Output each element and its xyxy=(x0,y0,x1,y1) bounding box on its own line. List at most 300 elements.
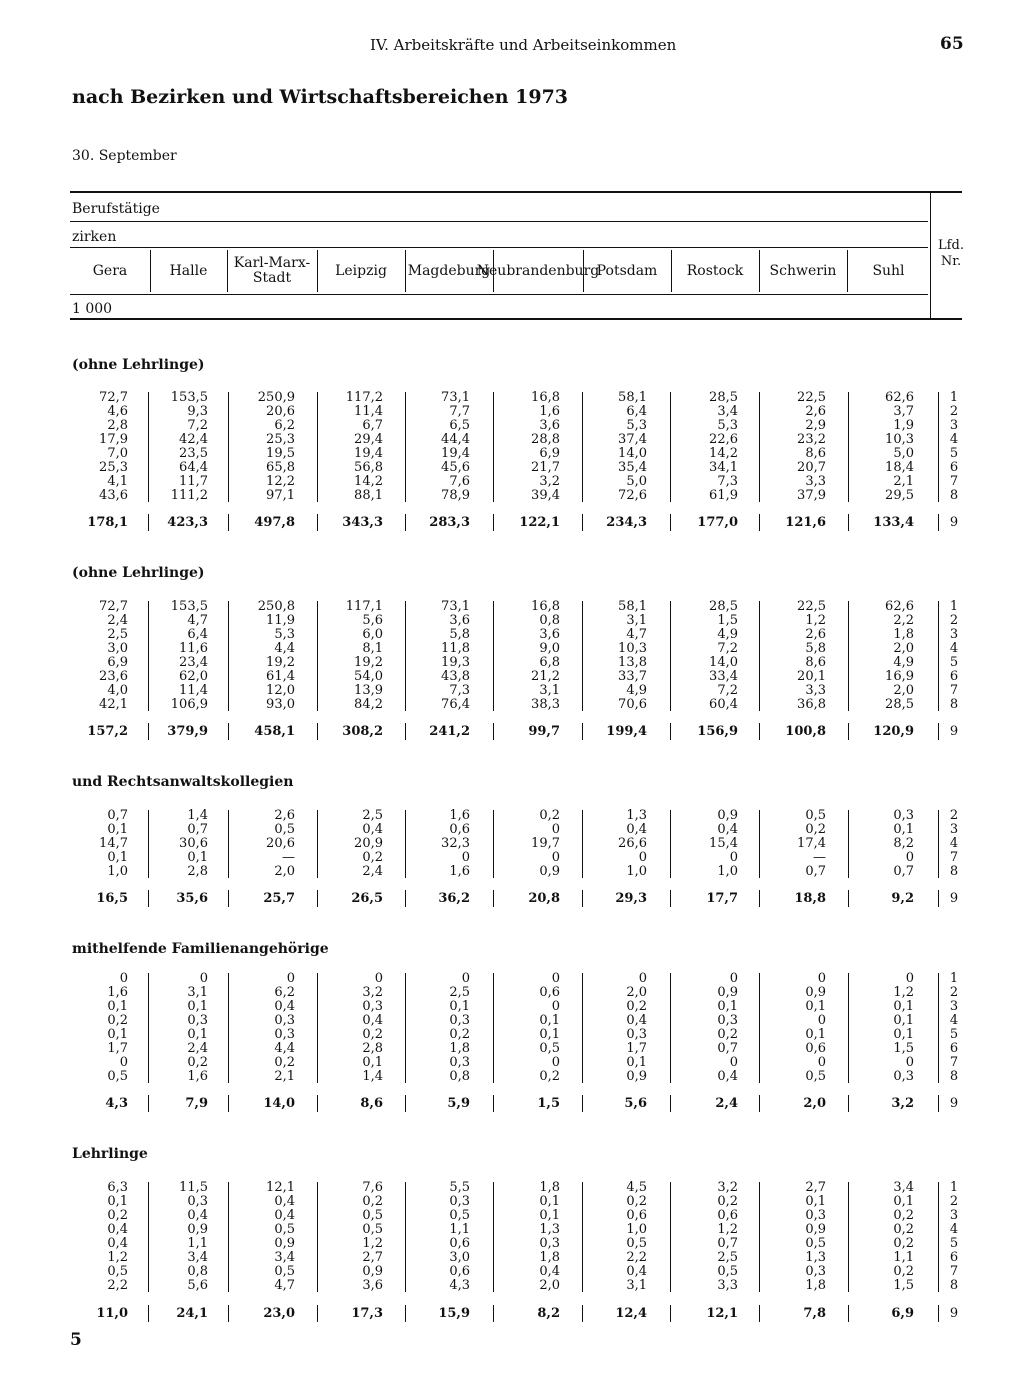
table-cell: 13,8 xyxy=(618,655,647,670)
table-cell: 0,1 xyxy=(107,1027,128,1042)
table-cell: 56,8 xyxy=(354,460,383,475)
table-cell: 0,3 xyxy=(539,1236,560,1251)
table-cell: 0,3 xyxy=(362,999,383,1014)
table-cell: 1,6 xyxy=(449,808,470,823)
table-cell: 14,7 xyxy=(99,836,128,851)
column-tick xyxy=(493,1305,494,1322)
column-tick xyxy=(848,723,849,740)
column-tick xyxy=(670,1095,671,1112)
column-tick xyxy=(582,514,583,531)
column-tick xyxy=(582,601,583,711)
table-cell: 28,5 xyxy=(709,390,738,405)
header-group-label: Berufstätige xyxy=(72,201,160,217)
table-cell: 0 xyxy=(729,1055,738,1070)
column-divider xyxy=(150,250,151,292)
table-cell: 2,5 xyxy=(107,627,128,642)
table-cell: 0,9 xyxy=(362,1264,383,1279)
column-tick xyxy=(228,1095,229,1112)
table-cell: 423,3 xyxy=(167,515,208,530)
column-divider xyxy=(227,250,228,292)
column-tick xyxy=(848,601,849,711)
table-cell: 0,7 xyxy=(717,1041,738,1056)
table-cell: 3,3 xyxy=(805,683,826,698)
table-cell: 1,0 xyxy=(717,864,738,879)
table-cell: 178,1 xyxy=(87,515,128,530)
column-tick xyxy=(670,890,671,907)
table-cell: 7,2 xyxy=(717,641,738,656)
table-cell: 0,4 xyxy=(107,1222,128,1237)
table-cell: 3,3 xyxy=(805,474,826,489)
table-cell: 0 xyxy=(817,971,826,986)
column-header: Magdeburg xyxy=(407,262,491,279)
table-cell: 2,0 xyxy=(803,1096,826,1111)
table-cell: 0,2 xyxy=(893,1236,914,1251)
table-cell: 4,3 xyxy=(449,1278,470,1293)
table-cell: 1,3 xyxy=(539,1222,560,1237)
table-cell: 2,6 xyxy=(805,404,826,419)
column-tick xyxy=(317,1095,318,1112)
table-cell: 1,5 xyxy=(717,613,738,628)
table-cell: 0 xyxy=(729,971,738,986)
table-cell: 1,2 xyxy=(893,985,914,1000)
table-cell: 0 xyxy=(119,971,128,986)
table-cell: 2,2 xyxy=(107,1278,128,1293)
table-cell: 1,9 xyxy=(893,418,914,433)
table-cell: 15,4 xyxy=(709,836,738,851)
table-cell: 4,4 xyxy=(274,641,295,656)
table-cell: 0,2 xyxy=(362,850,383,865)
table-cell: 29,3 xyxy=(615,891,647,906)
table-cell: 1,6 xyxy=(539,404,560,419)
table-cell: 19,4 xyxy=(441,446,470,461)
column-tick xyxy=(759,1095,760,1112)
table-cell: 44,4 xyxy=(441,432,470,447)
table-cell: 2,7 xyxy=(805,1180,826,1195)
table-cell: 1,8 xyxy=(539,1180,560,1195)
table-cell: 0,1 xyxy=(539,1208,560,1223)
table-cell: 24,1 xyxy=(176,1306,208,1321)
table-cell: 7,2 xyxy=(717,683,738,698)
section-title: und Rechtsanwaltskollegien xyxy=(72,774,294,790)
table-cell: 97,1 xyxy=(266,488,295,503)
table-cell: 6,4 xyxy=(626,404,647,419)
column-tick xyxy=(405,392,406,502)
table-cell: 0,5 xyxy=(626,1236,647,1251)
table-cell: 0,4 xyxy=(107,1236,128,1251)
column-tick xyxy=(938,890,939,907)
table-cell: 0,1 xyxy=(187,1027,208,1042)
table-cell: 497,8 xyxy=(254,515,295,530)
table-cell: 2,5 xyxy=(362,808,383,823)
row-number: 6 xyxy=(949,1250,959,1265)
column-tick xyxy=(228,810,229,878)
table-cell: 7,2 xyxy=(187,418,208,433)
column-tick xyxy=(759,601,760,711)
table-cell: 26,6 xyxy=(618,836,647,851)
table-cell: 14,2 xyxy=(709,446,738,461)
table-cell: 0 xyxy=(551,971,560,986)
row-number: 7 xyxy=(949,1055,959,1070)
column-tick xyxy=(493,514,494,531)
table-cell: 99,7 xyxy=(528,724,560,739)
table-cell: 19,7 xyxy=(531,836,560,851)
table-cell: 3,1 xyxy=(187,985,208,1000)
table-cell: 2,5 xyxy=(717,1250,738,1265)
table-cell: 61,9 xyxy=(709,488,738,503)
table-cell: 9,2 xyxy=(891,891,914,906)
table-cell: 1,1 xyxy=(449,1222,470,1237)
table-cell: 1,8 xyxy=(893,627,914,642)
column-divider xyxy=(317,250,318,292)
table-cell: 0,1 xyxy=(539,1194,560,1209)
table-cell: 0,7 xyxy=(893,864,914,879)
row-number: 1 xyxy=(949,599,959,614)
table-cell: 42,4 xyxy=(179,432,208,447)
table-cell: 2,2 xyxy=(893,613,914,628)
nr-label: Nr. xyxy=(940,254,962,269)
column-divider xyxy=(583,250,584,292)
table-cell: 93,0 xyxy=(266,697,295,712)
row-number: 2 xyxy=(949,985,959,1000)
row-number: 8 xyxy=(949,1278,959,1293)
column-header: Halle xyxy=(169,262,208,279)
column-tick xyxy=(938,601,939,711)
table-cell: 16,8 xyxy=(531,390,560,405)
table-cell: 1,8 xyxy=(539,1250,560,1265)
table-cell: 17,9 xyxy=(99,432,128,447)
table-cell: 0 xyxy=(905,850,914,865)
table-cell: — xyxy=(282,850,295,865)
table-cell: 0,1 xyxy=(893,1194,914,1209)
table-cell: 76,4 xyxy=(441,697,470,712)
column-tick xyxy=(670,973,671,1083)
table-cell: 0 xyxy=(638,971,647,986)
table-cell: 12,1 xyxy=(706,1306,738,1321)
table-cell: 111,2 xyxy=(170,488,208,503)
table-cell: 36,8 xyxy=(797,697,826,712)
column-tick xyxy=(317,601,318,711)
table-cell: 250,9 xyxy=(257,390,295,405)
table-cell: 14,0 xyxy=(618,446,647,461)
column-tick xyxy=(148,1095,149,1112)
column-divider xyxy=(405,250,406,292)
row-number: 2 xyxy=(949,613,959,628)
table-cell: 25,3 xyxy=(266,432,295,447)
column-tick xyxy=(670,392,671,502)
table-cell: 36,2 xyxy=(438,891,470,906)
table-cell: 9,3 xyxy=(187,404,208,419)
table-cell: 0,3 xyxy=(274,1027,295,1042)
table-cell: 5,3 xyxy=(274,627,295,642)
table-cell: 0,4 xyxy=(187,1208,208,1223)
table-cell: 0,6 xyxy=(626,1208,647,1223)
column-tick xyxy=(148,890,149,907)
table-cell: 0,1 xyxy=(805,1027,826,1042)
table-cell: 0,3 xyxy=(717,1013,738,1028)
column-tick xyxy=(670,723,671,740)
table-cell: 70,6 xyxy=(618,697,647,712)
table-cell: 64,4 xyxy=(179,460,208,475)
table-cell: 0,9 xyxy=(717,808,738,823)
table-cell: 73,1 xyxy=(441,599,470,614)
column-tick xyxy=(493,810,494,878)
table-cell: 0,2 xyxy=(626,999,647,1014)
table-cell: 0,6 xyxy=(539,985,560,1000)
table-cell: 33,4 xyxy=(709,669,738,684)
row-number: 8 xyxy=(949,697,959,712)
column-tick xyxy=(148,810,149,878)
table-cell: 5,6 xyxy=(624,1096,647,1111)
table-cell: 3,6 xyxy=(539,627,560,642)
column-tick xyxy=(317,1305,318,1322)
table-cell: 4,4 xyxy=(274,1041,295,1056)
column-tick xyxy=(938,1095,939,1112)
table-cell: 0,1 xyxy=(107,999,128,1014)
table-cell: 0,2 xyxy=(362,1027,383,1042)
row-number: 3 xyxy=(949,999,959,1014)
column-tick xyxy=(148,392,149,502)
table-cell: 4,9 xyxy=(626,683,647,698)
table-cell: 0,2 xyxy=(449,1027,470,1042)
table-cell: 84,2 xyxy=(354,697,383,712)
table-cell: 1,2 xyxy=(107,1250,128,1265)
table-cell: 8,6 xyxy=(360,1096,383,1111)
table-cell: 1,2 xyxy=(362,1236,383,1251)
table-cell: 23,0 xyxy=(263,1306,295,1321)
table-cell: 5,0 xyxy=(626,474,647,489)
column-tick xyxy=(493,973,494,1083)
table-cell: 1,3 xyxy=(805,1250,826,1265)
table-cell: 16,5 xyxy=(96,891,128,906)
table-cell: 0,1 xyxy=(187,850,208,865)
table-cell: 2,7 xyxy=(362,1250,383,1265)
row-number: 8 xyxy=(949,864,959,879)
section-title: mithelfende Familienangehörige xyxy=(72,941,329,957)
column-tick xyxy=(582,1182,583,1292)
table-cell: 11,4 xyxy=(354,404,383,419)
table-cell: 1,7 xyxy=(107,1041,128,1056)
column-tick xyxy=(848,392,849,502)
table-cell: 20,6 xyxy=(266,404,295,419)
table-cell: 0,4 xyxy=(274,1208,295,1223)
column-tick xyxy=(228,601,229,711)
table-cell: 60,4 xyxy=(709,697,738,712)
table-cell: 88,1 xyxy=(354,488,383,503)
table-cell: 2,1 xyxy=(274,1069,295,1084)
column-tick xyxy=(405,601,406,711)
table-cell: 4,1 xyxy=(107,474,128,489)
table-cell: 14,0 xyxy=(263,1096,295,1111)
header-rule-1 xyxy=(70,221,928,222)
table-cell: 3,7 xyxy=(893,404,914,419)
table-cell: 0 xyxy=(461,971,470,986)
table-cell: 0,9 xyxy=(187,1222,208,1237)
table-cell: 62,6 xyxy=(885,599,914,614)
column-divider xyxy=(493,250,494,292)
table-cell: 0,5 xyxy=(274,1222,295,1237)
table-cell: 12,1 xyxy=(266,1180,295,1195)
table-cell: 0,4 xyxy=(274,999,295,1014)
table-cell: 0,1 xyxy=(893,1013,914,1028)
table-cell: 0,4 xyxy=(626,1013,647,1028)
table-cell: 10,3 xyxy=(618,641,647,656)
table-cell: 43,6 xyxy=(99,488,128,503)
table-cell: 72,7 xyxy=(99,390,128,405)
table-cell: 3,4 xyxy=(717,404,738,419)
column-tick xyxy=(148,973,149,1083)
table-cell: 0,5 xyxy=(449,1208,470,1223)
column-tick xyxy=(405,1095,406,1112)
table-cell: 6,4 xyxy=(187,627,208,642)
table-cell: 5,8 xyxy=(805,641,826,656)
column-tick xyxy=(317,514,318,531)
table-cell: 29,4 xyxy=(354,432,383,447)
table-cell: 17,4 xyxy=(797,836,826,851)
table-cell: 1,3 xyxy=(626,808,647,823)
table-cell: 3,4 xyxy=(274,1250,295,1265)
table-cell: 1,4 xyxy=(362,1069,383,1084)
table-cell: 33,7 xyxy=(618,669,647,684)
table-cell: 6,7 xyxy=(362,418,383,433)
table-cell: 0,1 xyxy=(539,1027,560,1042)
column-tick xyxy=(759,973,760,1083)
column-tick xyxy=(938,973,939,1083)
column-tick xyxy=(938,723,939,740)
row-number: 5 xyxy=(949,1236,959,1251)
table-cell: 0,2 xyxy=(717,1027,738,1042)
row-number: 2 xyxy=(949,404,959,419)
table-cell: 6,2 xyxy=(274,418,295,433)
table-cell: 37,9 xyxy=(797,488,826,503)
table-cell: 156,9 xyxy=(697,724,738,739)
table-cell: 0,6 xyxy=(805,1041,826,1056)
header-rule-3 xyxy=(70,294,928,295)
table-cell: 234,3 xyxy=(606,515,647,530)
table-cell: 0,2 xyxy=(626,1194,647,1209)
table-cell: 7,0 xyxy=(107,446,128,461)
table-cell: 11,8 xyxy=(441,641,470,656)
table-cell: 2,4 xyxy=(187,1041,208,1056)
table-cell: 6,3 xyxy=(107,1180,128,1195)
table-cell: 0,5 xyxy=(274,822,295,837)
table-cell: 0,8 xyxy=(449,1069,470,1084)
column-divider xyxy=(759,250,760,292)
table-cell: 0,5 xyxy=(805,1069,826,1084)
table-cell: 0,5 xyxy=(362,1222,383,1237)
table-cell: 4,7 xyxy=(626,627,647,642)
column-tick xyxy=(759,723,760,740)
table-cell: 0,4 xyxy=(539,1264,560,1279)
table-cell: 28,8 xyxy=(531,432,560,447)
table-cell: 0,9 xyxy=(539,864,560,879)
table-cell: 0 xyxy=(551,999,560,1014)
table-cell: 0,3 xyxy=(893,808,914,823)
lfd-label: Lfd. xyxy=(938,238,964,253)
table-cell: 61,4 xyxy=(266,669,295,684)
table-cell: 4,3 xyxy=(105,1096,128,1111)
table-cell: 14,0 xyxy=(709,655,738,670)
table-cell: 6,5 xyxy=(449,418,470,433)
table-cell: 3,4 xyxy=(893,1180,914,1195)
table-cell: 0,3 xyxy=(626,1027,647,1042)
table-cell: 0,1 xyxy=(893,1027,914,1042)
table-cell: 20,8 xyxy=(528,891,560,906)
table-cell: 17,3 xyxy=(351,1306,383,1321)
table-cell: 0 xyxy=(817,1013,826,1028)
table-cell: 2,8 xyxy=(187,864,208,879)
table-cell: 1,6 xyxy=(107,985,128,1000)
row-number: 6 xyxy=(949,1041,959,1056)
table-cell: 9,0 xyxy=(539,641,560,656)
table-cell: 16,9 xyxy=(885,669,914,684)
table-cell: 25,3 xyxy=(99,460,128,475)
column-tick xyxy=(228,890,229,907)
column-tick xyxy=(938,1305,939,1322)
table-cell: 0,4 xyxy=(717,1069,738,1084)
row-number: 7 xyxy=(949,683,959,698)
table-cell: 23,5 xyxy=(179,446,208,461)
table-cell: 1,8 xyxy=(449,1041,470,1056)
table-cell: 8,6 xyxy=(805,446,826,461)
column-tick xyxy=(317,723,318,740)
table-cell: 106,9 xyxy=(170,697,208,712)
table-cell: 1,0 xyxy=(626,1222,647,1237)
table-cell: 0 xyxy=(638,850,647,865)
table-cell: 0,1 xyxy=(893,822,914,837)
table-cell: 17,7 xyxy=(706,891,738,906)
column-tick xyxy=(228,392,229,502)
table-cell: 0 xyxy=(551,850,560,865)
table-cell: 0,1 xyxy=(539,1013,560,1028)
table-cell: 0,7 xyxy=(107,808,128,823)
table-cell: 3,6 xyxy=(362,1278,383,1293)
table-cell: 0,3 xyxy=(274,1013,295,1028)
table-cell: 0 xyxy=(551,822,560,837)
row-number: 7 xyxy=(949,850,959,865)
table-cell: 0,2 xyxy=(893,1264,914,1279)
table-cell: 2,9 xyxy=(805,418,826,433)
table-cell: 0,4 xyxy=(362,1013,383,1028)
row-number: 1 xyxy=(949,971,959,986)
row-number: 6 xyxy=(949,460,959,475)
table-cell: 28,5 xyxy=(885,697,914,712)
column-tick xyxy=(848,810,849,878)
table-cell: 23,2 xyxy=(797,432,826,447)
header-rule-2 xyxy=(70,247,928,248)
table-cell: 19,5 xyxy=(266,446,295,461)
table-cell: 16,8 xyxy=(531,599,560,614)
column-tick xyxy=(582,973,583,1083)
table-cell: 29,5 xyxy=(885,488,914,503)
column-tick xyxy=(670,1305,671,1322)
table-cell: 5,9 xyxy=(447,1096,470,1111)
table-cell: 39,4 xyxy=(531,488,560,503)
row-number: 5 xyxy=(949,1027,959,1042)
row-number: 4 xyxy=(949,1222,959,1237)
table-cell: 121,6 xyxy=(785,515,826,530)
table-cell: 0,9 xyxy=(805,1222,826,1237)
column-header: Potsdam xyxy=(596,262,658,279)
table-cell: 11,5 xyxy=(179,1180,208,1195)
column-header: Suhl xyxy=(872,262,905,279)
table-cell: 38,3 xyxy=(531,697,560,712)
table-cell: 73,1 xyxy=(441,390,470,405)
table-cell: 0,2 xyxy=(362,1194,383,1209)
column-tick xyxy=(670,601,671,711)
table-cell: 7,3 xyxy=(717,474,738,489)
table-cell: 122,1 xyxy=(519,515,560,530)
table-cell: 1,6 xyxy=(449,864,470,879)
